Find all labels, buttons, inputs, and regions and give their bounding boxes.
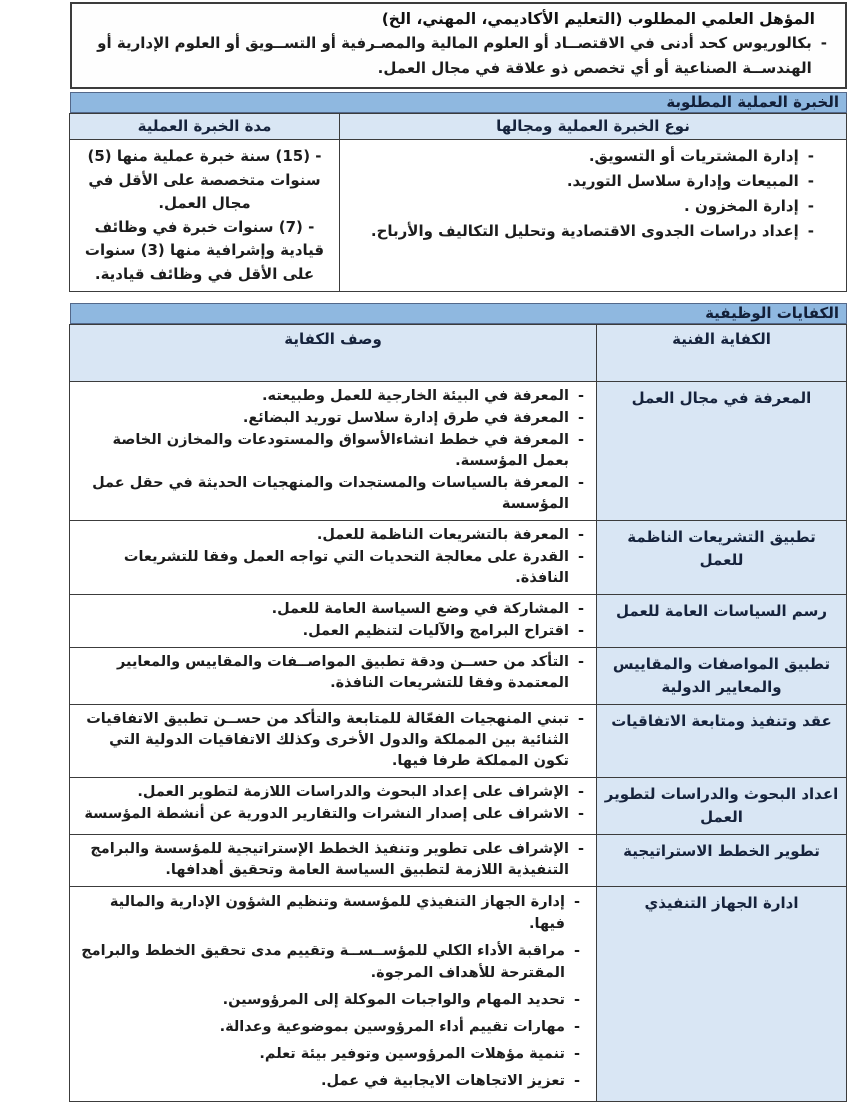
experience-type-text: إدارة المشتريات أو التسويق. [588,147,799,165]
competency-row [70,595,847,648]
competency-desc-text: مراقبة الأداء الكلي للمؤســســة وتقييم مدى تحقيق الخطط والبرامج المقترحة للأهداف المرجوة. [81,943,565,981]
qualification-item [82,31,835,81]
experience-type-list [348,146,814,242]
experience-type-item [348,171,814,192]
dash-bullet-marker: - [577,410,584,426]
experience-type-item [348,221,814,242]
competency-desc-list [78,599,584,642]
competency-name-cell: عقد وتنفيذ ومتابعة الاتفاقيات [597,705,847,778]
competency-desc-list [78,525,584,589]
competency-desc-text: الاشراف على إصدار النشرات والتقارير الدورية عن أنشطة المؤسسة [84,806,569,822]
dash-bullet-marker: - [577,388,584,404]
dash-bullet-marker: - [573,894,580,910]
competency-desc-item [78,525,584,546]
qualification-item-text: بكالوريوس كحد أدنى في الاقتصــاد أو العلوم المالية والمصـرفية أو التســويق أو العلوم الإدارية أو الهندســة الصناعية أو أي تخصص ذو علاقة في مجال العمل. [97,34,812,77]
competency-desc-item [78,430,584,472]
competencies-body [70,382,847,1102]
dash-bullet-marker: - [573,1046,580,1062]
competency-row [70,778,847,835]
competency-desc-text: المعرفة بالتشريعات الناظمة للعمل. [316,527,569,543]
competency-desc-text: المعرفة في طرق إدارة سلاسل توريد البضائع. [242,410,569,426]
experience-duration-list [80,145,329,286]
dash-bullet-marker: - [807,222,814,240]
document-page [70,2,847,1102]
competency-desc-item [78,652,584,694]
experience-type-text: إعداد دراسات الجدوى الاقتصادية وتحليل التكاليف والأرباح. [370,222,799,240]
competency-desc-item [78,599,584,620]
competency-desc-text: الإشراف على إعداد البحوث والدراسات اللازمة لتطوير العمل. [137,784,569,800]
competency-desc-list [78,709,584,772]
dash-bullet-marker: - [577,841,584,857]
competency-desc-item [78,547,584,589]
competency-desc-list [78,839,584,881]
competency-desc-cell [70,705,597,778]
competency-desc-item [78,782,584,803]
competency-desc-cell [70,382,597,521]
competency-desc-item [78,1043,580,1065]
competency-desc-cell [70,648,597,705]
dash-bullet-marker: - [577,475,584,491]
competency-row [70,887,847,1102]
dash-bullet-marker: - [577,549,584,565]
competency-desc-item [78,839,584,881]
dash-bullet-marker: - [573,1073,580,1089]
qualification-section [70,2,847,89]
dash-bullet-marker: - [577,601,584,617]
competency-desc-list [78,782,584,825]
competency-row [70,382,847,521]
competency-desc-cell [70,835,597,887]
competency-name-cell: ادارة الجهاز التنفيذي [597,887,847,1102]
experience-body-row [70,140,847,292]
experience-type-text: إدارة المخزون . [684,197,799,215]
experience-duration-item: - (15) سنة خبرة عملية منها (5) سنوات متخصصة على الأقل في مجال العمل. [87,147,322,212]
competency-row [70,835,847,887]
experience-table [69,113,847,292]
competencies-table [69,324,847,1102]
section-bar-experience: الخبرة العملية المطلوبة [70,92,847,113]
competency-row [70,648,847,705]
dash-bullet-marker: - [573,943,580,959]
dash-bullet-marker: - [577,784,584,800]
dash-bullet-marker: - [807,197,814,215]
dash-bullet-marker: - [807,147,814,165]
competency-desc-item [78,709,584,772]
competency-desc-item [78,804,584,825]
competency-desc-item [78,1016,580,1038]
competency-desc-text: تنمية مؤهلات المرؤوسين وتوفير بيئة تعلم. [259,1046,565,1062]
competency-desc-text: إدارة الجهاز التنفيذي للمؤسسة وتنظيم الشؤون الإدارية والمالية فيها. [109,894,565,932]
experience-type-item [348,196,814,217]
experience-type-cell [340,140,847,292]
competency-desc-text: المعرفة في البيئة الخارجية للعمل وطبيعته. [262,388,569,404]
competency-desc-text: المعرفة في خطط انشاءالأسواق والمستودعات والمخازن الخاصة بعمل المؤسسة. [112,432,569,469]
experience-type-item [348,146,814,167]
competency-name-cell: رسم السياسات العامة للعمل [597,595,847,648]
competency-desc-item [78,386,584,407]
experience-type-header: نوع الخبرة العملية ومجالها [340,114,847,140]
competency-desc-text: القدرة على معالجة التحديات التي تواجه العمل وفقا للتشريعات النافذة. [123,549,569,586]
dash-bullet-marker: - [577,711,584,727]
experience-header-row [70,114,847,140]
competency-desc-cell [70,887,597,1102]
competency-name-cell: تطوير الخطط الاستراتيجية [597,835,847,887]
competency-desc-item [78,989,580,1011]
competency-desc-list [78,386,584,515]
competency-row [70,705,847,778]
qualification-list [82,31,835,81]
competency-desc-text: تبني المنهجيات الفعّالة للمتابعة والتأكد من حســن تطبيق الاتفاقيات الثنائية بين المملكة والدول الأخرى وكذلك الاتفاقيات الدولية التي تكون المملكة طرفا فيها. [86,711,569,769]
competency-desc-header: وصف الكفاية [70,325,597,382]
competency-desc-text: مهارات تقييم أداء المرؤوسين بموضوعية وعدالة. [219,1019,565,1035]
qualification-title: المؤهل العلمي المطلوب (التعليم الأكاديمي، المهني، الخ) [381,10,815,28]
competency-desc-text: التأكد من حســن ودقة تطبيق المواصــفات والمقاييس والمعايير المعتمدة وفقا للتشريعات النافذة. [117,654,569,691]
competencies-header-row [70,325,847,382]
competency-desc-text: المشاركة في وضع السياسة العامة للعمل. [271,601,569,617]
competency-name-cell: تطبيق المواصفات والمقاييس والمعايير الدولية [597,648,847,705]
dash-bullet-marker: - [577,432,584,448]
experience-duration-item: - (7) سنوات خبرة في وظائف قيادية وإشرافية منها (3) سنوات على الأقل في وظائف قيادية. [84,217,325,283]
competency-desc-item [78,940,580,984]
competency-desc-text: الإشراف على تطوير وتنفيذ الخطط الإستراتيجية للمؤسسة والبرامج التنفيذية اللازمة لتطبيق السياسة العامة وتحقيق أهدافها. [90,841,569,878]
competency-desc-item [78,1070,580,1092]
experience-duration-header: مدة الخبرة العملية [70,114,340,140]
dash-bullet-marker: - [577,527,584,543]
competency-name-header: الكفاية الفنية [597,325,847,382]
dash-bullet-marker: - [577,806,584,822]
competency-row [70,521,847,595]
competency-desc-text: تعزيز الاتجاهات الايجابية في عمل. [320,1073,565,1089]
dash-bullet-marker: - [807,172,814,190]
competency-desc-list [78,652,584,694]
dash-bullet-marker: - [573,992,580,1008]
competency-desc-item [78,621,584,642]
competency-desc-cell [70,778,597,835]
competency-desc-item [78,891,580,935]
dash-bullet-marker: - [820,34,827,52]
competency-desc-text: اقتراح البرامج والآليات لتنظيم العمل. [302,623,569,639]
dash-bullet-marker: - [577,654,584,670]
competency-name-cell: تطبيق التشريعات الناظمة للعمل [597,521,847,595]
competency-desc-item [78,473,584,515]
competency-name-cell: اعداد البحوث والدراسات لتطوير العمل [597,778,847,835]
competency-desc-cell [70,521,597,595]
section-bar-competencies: الكفايات الوظيفية [70,303,847,324]
experience-duration-cell [70,140,340,292]
competency-desc-text: المعرفة بالسياسات والمستجدات والمنهجيات الحديثة في حقل عمل المؤسسة [92,475,569,512]
dash-bullet-marker: - [573,1019,580,1035]
experience-type-text: المبيعات وإدارة سلاسل التوريد. [566,172,799,190]
competency-desc-item [78,408,584,429]
competency-desc-cell [70,595,597,648]
competency-desc-list [78,891,580,1092]
competency-name-cell: المعرفة في مجال العمل [597,382,847,521]
competency-desc-text: تحديد المهام والواجبات الموكلة إلى المرؤوسين. [222,992,565,1008]
dash-bullet-marker: - [577,623,584,639]
